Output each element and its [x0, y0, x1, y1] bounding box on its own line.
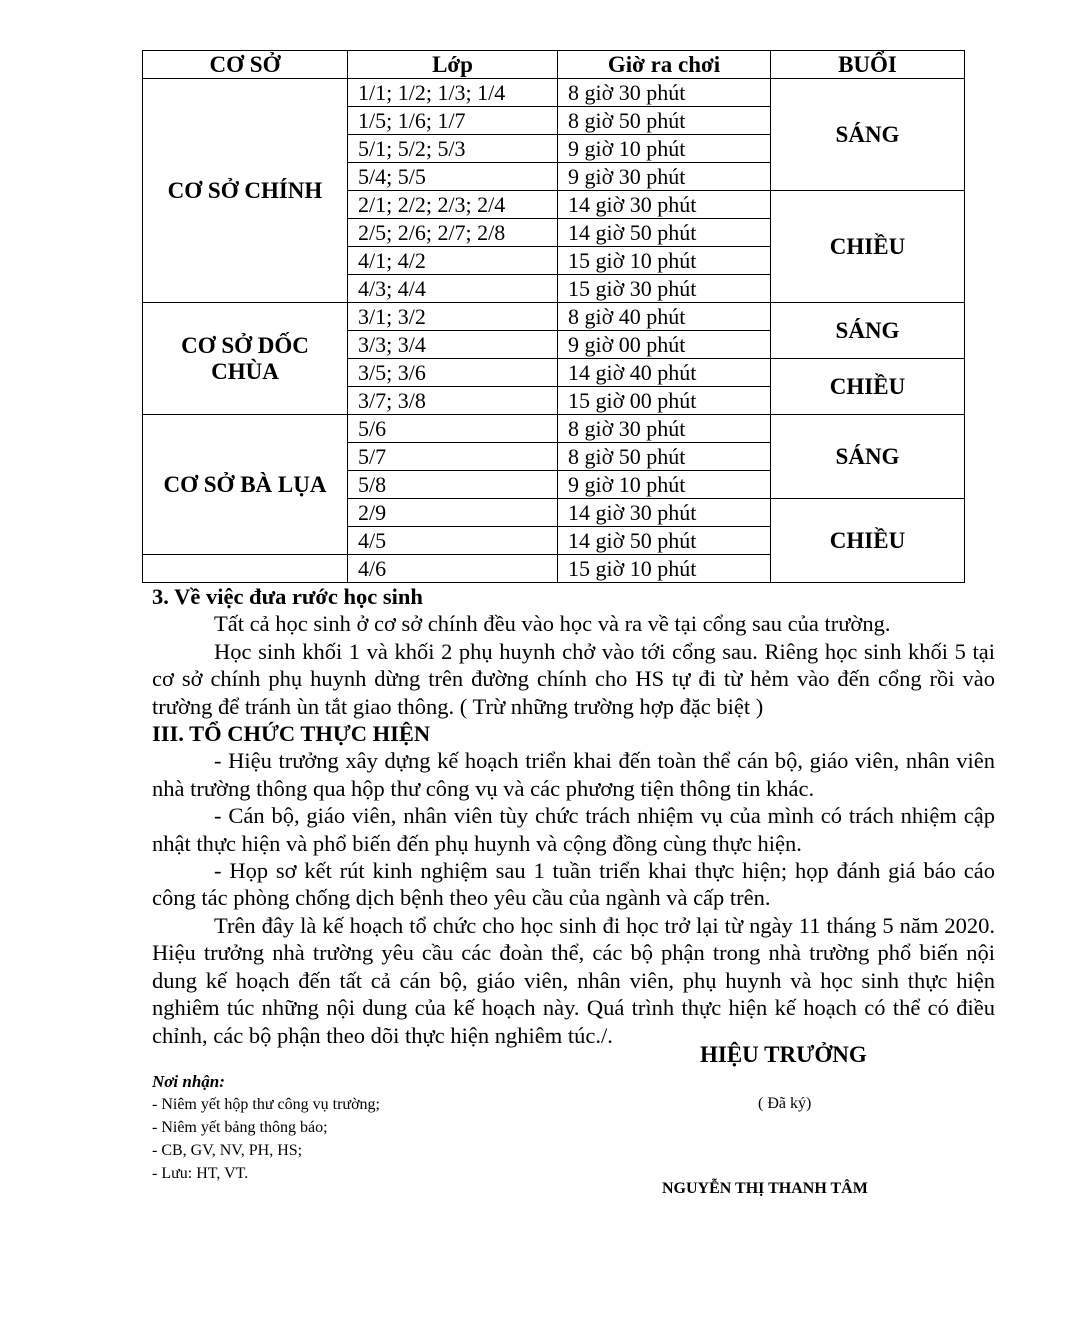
class-cell: 1/1; 1/2; 1/3; 1/4: [348, 79, 558, 107]
session-cell: CHIỀU: [771, 359, 965, 415]
signer-name: NGUYỄN THỊ THANH TÂM: [662, 1180, 868, 1197]
time-cell: 8 giờ 50 phút: [558, 107, 771, 135]
paragraph: Học sinh khối 1 và khối 2 phụ huynh chở vào tới cổng sau. Riêng học sinh khối 5 tại cơ sở chính phụ huynh dừng trên đường chính cho HS tự đi từ hẻm vào đến cổng rồi vào trường để tránh ùn tắt giao thông. ( Trừ những trường hợp đặc biệt ): [152, 638, 995, 719]
table-row: [143, 415, 965, 443]
paragraph: Trên đây là kế hoạch tổ chức cho học sinh đi học trở lại từ ngày 11 tháng 5 năm 2020. Hiệu trưởng nhà trường yêu cầu các đoàn thể, các bộ phận trong nhà trường phổ biến nội dung kế hoạch đến tất cả cán bộ, giáo viên, nhân viên, phụ huynh và học sinh thực hiện nghiêm túc những nội dung của kế hoạch này. Quá trình thực hiện kế hoạch có thể có điều chỉnh, các bộ phận theo dõi thực hiện nghiêm túc./.: [152, 912, 995, 1048]
table-header-row: [143, 51, 965, 79]
class-cell: 4/6: [348, 555, 558, 583]
time-cell: 14 giờ 30 phút: [558, 499, 771, 527]
time-cell: 15 giờ 10 phút: [558, 555, 771, 583]
section-3-heading: 3. Về việc đưa rước học sinh: [152, 584, 423, 609]
time-cell: 15 giờ 10 phút: [558, 247, 771, 275]
class-cell: 4/1; 4/2: [348, 247, 558, 275]
time-cell: 14 giờ 50 phút: [558, 527, 771, 555]
header-recess-time: Giờ ra chơi: [558, 51, 771, 79]
table-row: [143, 79, 965, 107]
header-site: CƠ SỞ: [143, 51, 348, 79]
class-cell: 5/6: [348, 415, 558, 443]
class-cell: 5/4; 5/5: [348, 163, 558, 191]
time-cell: 14 giờ 50 phút: [558, 219, 771, 247]
class-cell: 5/8: [348, 471, 558, 499]
time-cell: 8 giờ 30 phút: [558, 415, 771, 443]
recess-schedule-table: [142, 50, 965, 583]
site-cell: CƠ SỞ CHÍNH: [143, 79, 348, 303]
session-cell: CHIỀU: [771, 191, 965, 303]
class-cell: 3/1; 3/2: [348, 303, 558, 331]
class-cell: 2/9: [348, 499, 558, 527]
time-cell: 8 giờ 30 phút: [558, 79, 771, 107]
session-cell: SÁNG: [771, 415, 965, 499]
recipients-block: [152, 1070, 380, 1185]
signoff-title: HIỆU TRƯỞNG: [700, 1042, 867, 1067]
class-cell: 5/1; 5/2; 5/3: [348, 135, 558, 163]
recipient-item: - Niêm yết hộp thư công vụ trường;: [152, 1096, 380, 1113]
session-cell: CHIỀU: [771, 499, 965, 583]
time-cell: 14 giờ 40 phút: [558, 359, 771, 387]
site-cell: CƠ SỞ BÀ LỤA: [143, 415, 348, 555]
time-cell: 15 giờ 30 phút: [558, 275, 771, 303]
paragraph: - Họp sơ kết rút kinh nghiệm sau 1 tuần triển khai thực hiện; họp đánh giá báo cáo công tác phòng chống dịch bệnh theo yêu cầu của ngành và cấp trên.: [152, 858, 995, 911]
recipient-item: - CB, GV, NV, PH, HS;: [152, 1142, 303, 1159]
recipient-item: - Niêm yết bảng thông báo;: [152, 1119, 328, 1136]
section-iii-heading: III. TỔ CHỨC THỰC HIỆN: [152, 721, 431, 747]
time-cell: 8 giờ 40 phút: [558, 303, 771, 331]
header-class: Lớp: [348, 51, 558, 79]
paragraph: - Hiệu trưởng xây dựng kế hoạch triển khai đến toàn thể cán bộ, giáo viên, nhân viên nhà trường thông qua hộp thư công vụ và các phương tiện thông tin khác.: [152, 748, 995, 801]
site-cell: CƠ SỞ DỐC CHÙA: [143, 303, 348, 415]
time-cell: 9 giờ 30 phút: [558, 163, 771, 191]
document-body: [152, 583, 995, 1049]
time-cell: 9 giờ 10 phút: [558, 471, 771, 499]
time-cell: 14 giờ 30 phút: [558, 191, 771, 219]
table-row: [143, 303, 965, 331]
signed-note: ( Đã ký): [758, 1095, 812, 1112]
class-cell: 4/5: [348, 527, 558, 555]
time-cell: 15 giờ 00 phút: [558, 387, 771, 415]
paragraph: Tất cả học sinh ở cơ sở chính đều vào học và ra về tại cổng sau của trường.: [214, 611, 891, 637]
site-cell-empty: [143, 555, 348, 583]
session-cell: SÁNG: [771, 303, 965, 359]
class-cell: 4/3; 4/4: [348, 275, 558, 303]
recipient-item: - Lưu: HT, VT.: [152, 1165, 249, 1182]
time-cell: 9 giờ 00 phút: [558, 331, 771, 359]
header-session: BUỔI: [771, 51, 965, 79]
class-cell: 2/1; 2/2; 2/3; 2/4: [348, 191, 558, 219]
class-cell: 5/7: [348, 443, 558, 471]
class-cell: 2/5; 2/6; 2/7; 2/8: [348, 219, 558, 247]
time-cell: 9 giờ 10 phút: [558, 135, 771, 163]
class-cell: 3/3; 3/4: [348, 331, 558, 359]
paragraph: - Cán bộ, giáo viên, nhân viên tùy chức trách nhiệm vụ của mình có trách nhiệm cập nhật thực hiện và phổ biến đến phụ huynh và cộng đồng cùng thực hiện.: [152, 803, 995, 856]
class-cell: 3/7; 3/8: [348, 387, 558, 415]
time-cell: 8 giờ 50 phút: [558, 443, 771, 471]
class-cell: 3/5; 3/6: [348, 359, 558, 387]
class-cell: 1/5; 1/6; 1/7: [348, 107, 558, 135]
session-cell: SÁNG: [771, 79, 965, 191]
recipients-label: Nơi nhận:: [152, 1072, 225, 1091]
